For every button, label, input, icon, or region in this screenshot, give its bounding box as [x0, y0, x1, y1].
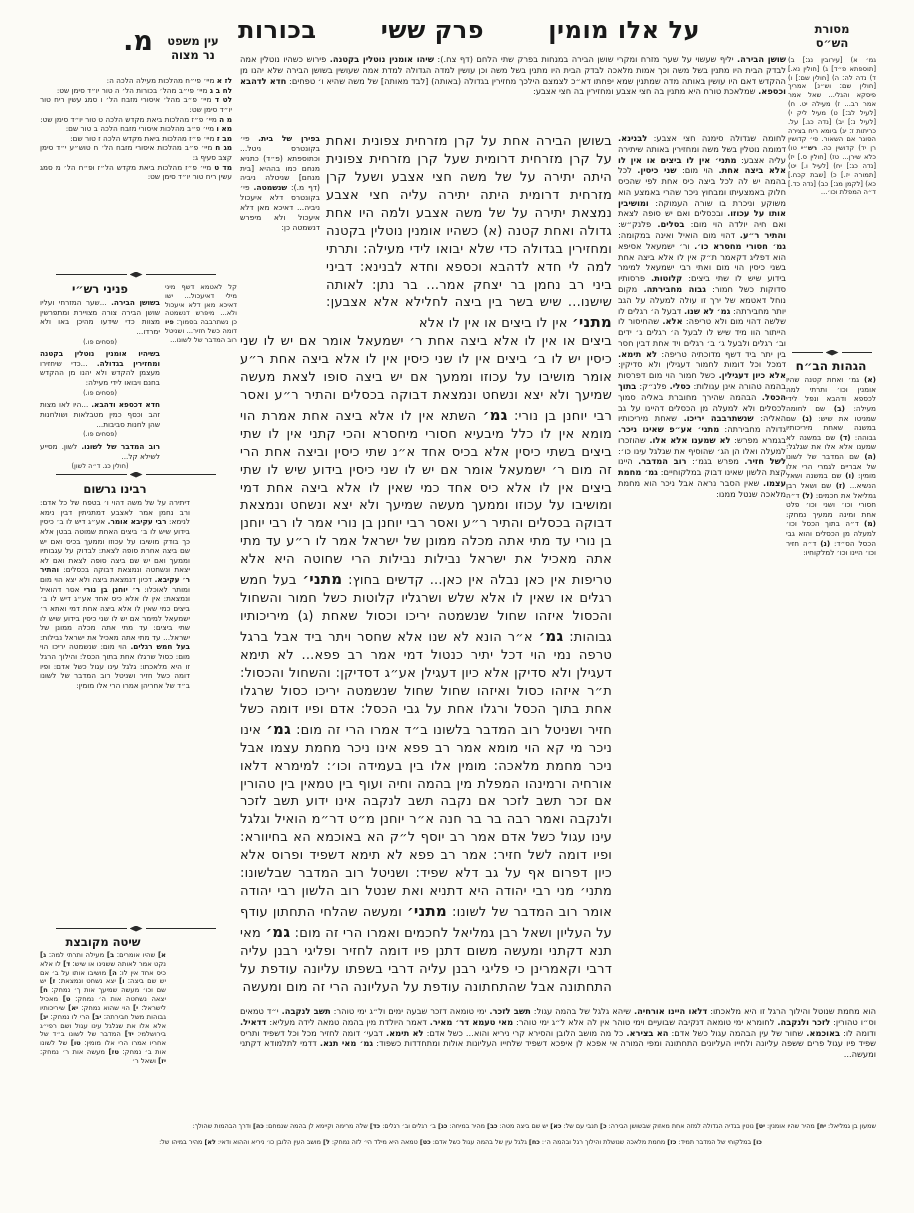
title-chapter-number: פרק ששי — [380, 16, 485, 44]
tosafot-left-strip: בפירן של בית. פי׳ בקונטרס ניטל... וכתוספתא (פ״ד) כתניא מנחם כמו בההיא [בית מנחם] שניטלה ניביה (דף מ.): שנשמטה. פי׳ בקונטרס דלא איעכול ניביה... דאיכא מאן דלא איעכול ולא מיפרש דנשמטה כן: — [240, 134, 320, 232]
masoret-hashas-body: גמ׳ א) [עירובין נג:] ב) [תוספתא פ״ד] ג) [חולין נא.] ד) נדה לה: ה) [חולין שם:] ו) [חולין שם: וש״נ] אמריך פיסקא והגלי... שאל אמר אמר רב... ז) מעילה יט. ח) [לעיל לב:] ט) מעיל ליק י) [לעיל נ:] יב) [נדה כג.] על. כריתות ז: יג) ביומא ריח בצירה הסוגר אם השאור. פי׳ קדושין רן יד) קדושין כה. רש״י טו) כלא שירן... טז) [חולין ס.] יז) [נדה כג:] יח) [לעיל ו.] יט) [תמורה יז.] כ) [שבת קכח.] כא) [לקמן מג:] כב) [נדה כד.] ד״ה המפלת וכו׳... — [788, 56, 876, 197]
section-divider — [56, 924, 216, 933]
title-tractate: בכורות — [238, 16, 317, 44]
section-divider — [56, 470, 216, 479]
ein-mishpat-title — [150, 34, 236, 63]
gemara-column-top: בשושן הבירה אחת על קרן מזרחית צפונית ואחת על קרן מזרחית דרומית שעל קרן מזרחית צפונית היתה יתירה על של משה חצי אצבע ושעל קרן מזרחית דרומית היתה יתירה עליה חצי אצבע נמצאת יתירה על של משה אצבע ולמה היו אחת גדולה ואחת קטנה (א) כשהיו אומנין נוטלין בקטנה ומחזירין בגדולה כדי שלא יבואו לידי מעילה: ותרתי למה לי חדא לדהבא וכספא וחדא לבנינא: דביני ביני רב נחמן בר יצחק אמר... בר נתן: לאותה שישנו... שיש בשר בין ביצה לחלילא אלא אצבען: מתני׳ אין לו ביצים או אין לו אלא — [326, 134, 612, 332]
rashi-bottom-block: הוא מחמת שנוטל והילוך הרגל זו היא מלאכתו: דלאו היינו אורחיה. שיהא גלגל של בהמה עגול: תשב לזכר. ימי טומאה דזכר שבעה ימים ול״ג ימי טוהר: תשב לנקבה. י״ד טמאים וס״ו טהורין: לזכר ולנקבה. לחומרא ימי טומאה דנקיבה שבועיים וימי טוהר אין לה אלא ל״ג ימי טוהר: מאי טעמא דר׳ מאיר. דאמר היולדת מין בהמה טמאה לידה מעליא: דדאיל. ודומה לו: באוכמא. שחור של עין הבהמה עגול כשל אדם: הא בצירא. כל מה מושב הלובן והסירא קרי ניריא והוא... כשל אדם: לא תימא. דבעי׳ דומה לחזיר מכל וכל דשפיד ותריס שפיד פיו עגול פרים ששפה עליונה ולחייו העליונים התחתונה ומפי המורה אי אפכא לן איפכא דשפיד שלחייו העליונות אולות ומתחדדות כשפוד: גמ׳ מאי תנא. דדמי לתלמודא דקתני ומעשה... — [240, 1006, 877, 1060]
ein-title-line2: נר מצוה — [171, 48, 215, 63]
section-divider — [56, 270, 216, 279]
masoret-title-line1: מסורת — [814, 22, 850, 36]
hagahot-habach-section — [786, 358, 876, 868]
masoret-hashas-title — [786, 22, 878, 51]
ein-mishpat-entries: לז א מיי׳ פי״ח מהלכות מעילה הלכה ה: לח ב ג מיי׳ פי״ב מהל׳ בכורות הל׳ ה טור יו״ד סימן שט: לט ד מיי׳ פ״ב מהל׳ איסורי מזבח הל׳ ו סמג עשין ריח טור יו״ד סימן שט: מ ה מיי׳ פ״ז מהלכות ביאת מקדש הלכה ט טור יו״ד סימן שט: מא ו מיי׳ פ״ב מהלכות איסורי מזבח הלכה ב טור שם: מב ז מיי׳ פ״ז מהלכות ביאת מקדש הלכה ז טור שם: מג ח מיי׳ פ״ב מהלכות איסורי מזבח הל׳ ח טוש״ע י״ד סימן קצב סעיף ג: מד ט מיי׳ פ״ז מהלכות ביאת מקדש הל״ז ופ״ח הל׳ מ סמג עשין ריח טור יו״ד סימן שט: — [40, 76, 233, 182]
shita-mekubetzet-heading: שיטה מקובצת — [65, 935, 141, 949]
tosafot-top-block: שושן הבירה. יליף שעשוי על שער מזרח ומקרי שושן הבירה במנחות בפרק שתי הלחם (דף צח.): שיהו אומנין נוטלין בקטנה. פירוש כשהיו נוטלין אמה לבדק הבית היו מתנין בשל משה וכך אמות מלאכה לבדק הבית היו מתנין בשל משה וכן עושין למדה הגדולה למדת אמה שעושין בשושן הבירה שלא יהנו מן ההקדש דאם היו עושין באותה מדה שמתנין שמא יפחתו דא״כ לצמצם הילכך מחזירין בגדולה (באותה) [לבד מאותה] של משה שהיא ו׳ טפחים: חדא לדהבא וכספא. שמלאכת טורח היא מתנין בה חצי אצבע ומחזירין בה חצי אצבע: — [240, 54, 787, 97]
page-title — [238, 16, 700, 54]
pninei-rashi-entries: בשושן הבירה. ...שער המזרחי ועליו שושן הבירה צורה מצויירת ומתפרשין מצוות כדי שידעו מהיכן באו ולא ימרדו... (פסחים פו.) בשיהיו אומנין נוטלין בקטנה ומחזירין בגדולה. ...כדי שיחזירו מעצמן להקדש ולא יהנו מן ההקדש בחנם ויבואו לידי מעילה: (פסחים פו.) חדא דכספא ודהבא. ...היו לאו מצות זהב וכסף כמין מטבלאות ושולחנות שהן לחנות סביבות... (פסחים פו.) רוב המדבר של לשונו. לשון. מסייע לשילא קל... (חולין כג. ד״ה לשון) — [40, 298, 160, 471]
shita-mekubetzet-section — [40, 934, 166, 1118]
shita-mekubetzet-text: א] שהיו אומרים: ב] מעילה ותרתי למה: ג] נקט אמר לאותה ששנינו או שיש: ד] לו אלא כיס אחד אין לו: ה] מושיבו אותו על ב׳ אם יש שם ביצה: ו] יצא נשחט ונמצאת: ז] יש שם וכו׳ מעשה שמיעך אות ך׳ נמחק: ח] יצאה נשחטה אות ה׳ נמחק: ט] מאכיל לישראל: י] הוי שהוא נמחק: יא] שיריכותיו גבוהות משל חבירתה: יב] הרי לו נמחק: יג] אלא אלו את שגלגל עינו עגול ושם רפי״ג בירושלמי: יד] המדבר של לשונו ב״ד של אחריו אמרו הרי אלו מומין: טו] של לשונו אות ב׳ נמחק: טז] מעשה אות ר׳ נמחק: יז] ושאל ר׳ — [40, 951, 167, 1065]
gemara-column-main: ביצים או אין לו אלא ביצה אחת ר׳ ישמעאל אומר אם יש לו שני כיסין יש לו ב׳ ביצים אין לו שני כיסין אין לו אלא ביצה אחת ר״ע אומר מושיבו על עכוזו וממעך אם יש ביצה סופו לצאת מעשה שמיעך ולא יצא ונשחט ונמצאת דבוקה בכסלים והתיר ר״ע ואסר רבי יוחנן בן נורי: גמ׳ השתא אין לו אלא ביצה אחת אמרת הוי מומא אין לו כלל מיבעיא חסורי מיחסרא והכי קתני אין לו שתי ביצים בשתי כיסין אלא בכיס אחד א״נ שתי כיסין וביצה אחת הרי זה מום ר׳ ישמעאל אומר אם יש לו שני כיסין בידוע שיש לו שתי ביצים אין לו אלא כיס אחד כמי שאין לו אלא ביצה אחת דמי ומושיבו על עכוזו וממעך מעשה שמיעך ולא יצא ונשחט ונמצאת דבוקה בכסלים והתיר ר״ע ואסר רבי יוחנן בן נורי אמר לו רבי יוחנן בן נורי עד מתי אתה מכלה ממונן של ישראל אמר לו ר״ע עד מתי אתה מאכיל את ישראל נבילות נבילות הרי שחוטה היא אלא טריפות אין כאן נבלה אין כאן... קדשים בחוץ: מתני׳ בעל חמש רגלים או שאין לו אלא שלש ושרגליו קלוטות כשל חמור והשחול והכסול איזהו שחול שנשמטה יריכו וכסול שאחת (ג) מיריכותיו גבוהות: גמ׳ א״ר הונא לא שנו אלא שחסר ויתר ביד אבל ברגל טרפה נמי הוי דכל יתיר כנטול דמי אמר רב פפא... לא תימא דעגילן ולא סדיקן אלא כיון דעגילן אע״ג דסדיקן: והשחול והכסול: ת״ר איזהו כסול ואיזהו שחול שחול שנשמטה יריכו כסול שרגלו אחת בתוך הכסל ורגלו אחת על גבי הכסל: אדם ופיו דומה כשל חזיר ושניטל רוב המדבר בלשונו ב״ד אמרו הרי זה מום: גמ׳ אינו ניכר מי קא הוי מומא אמר רב פפא אינו ניכר מחמת עצמו אבל ניכר מחמת מלאכה: מומין אלו בין בעמידה וכו׳: למימרא דלאו אורחיה ורמינהו המפלת מין בהמה וחיה ועוף בין טמאין בין טהורין אם זכר תשב לזכר אם נקבה תשב לנקבה אינו ידוע תשב לזכר ולנקבה ואמר רבה בר בר חנה א״ר יוחנן מ״ט דר״מ הואיל וגלגל עינו עגול כשל אדם אמר רב יוסף ל״ק הא באוכמא הא בחיוורא: ופיו דומה לשל חזיר: אמר רב פפא לא תימא דשפיד ופרוס אלא כיון דפרום אף על גב דלא שפיד: ושניטל רוב המדבר שבלשונו: מתני׳ מני רבי יהודה היא דתניא ואת שנטל רוב הלשון רבי יהודה אומר רוב המדבר של לשונו: מתני׳ ומעשה שהלחי התחתון עודף על העליון ושאל רבן גמליאל לחכמים ואמרו הרי זה מום: גמ׳ מאי תנא דקתני ומעשה משום דתנן פיו דומה לחזיר ופליגי רבנן עליה דרבי וקאמרינן כי פליגי רבנן עליה דרבי בשפתו עליונה עודפת על התחתונה אבל שהתחתונה עודפת על העליונה הרי זה מום ומעשה — [240, 334, 612, 995]
rashi-column: לחומה שגדולה סימנה חצי אצבע: לבנינא. דמומה נוטלין בשל משה ומחזירין באותה שיתירה עליה אצבע: מתני׳ אין לו ביצים או אין לו אלא ביצה אחת. הוי מום: שני כיסין. לכל בהמה יש לה לכל ביצה כיס אחת לפי שהכיס חלוק באמצעיתו ומבחוץ ניכר שהרי באמצע הוא משוקע וניכרת בו שורה העמוקה: ומושיבין אותו על עכוזו. ובכסלים ואם יש סופה לצאת ואם חיה יולדה הוי מום: בסלים. פלנק״ש: והתיר ר״ע. דהוי מום הואיל ואינה במקומה: גמ׳ חסורי מחסרא כו׳. ור׳ ישמעאל אסיפא הוא דפליג דקאמר ת״ק אין לו אלא ביצה אחת בשני כיסין הוי מום ואתי רבי ישמעאל למימר בידוע שיש לו שתי ביצים: קלוטות. פרסותיו סדוקות כשל חמור: גבוה מחבירתה. מקום נוחל דאטמא של ירך זו עולה למעלה על הגב יותר מחבירתה: גמ׳ לא שנו. דבעל ה׳ רגלים לו שלשה דהוי מום ולא טריפה: אלא. שהחיסור לו הייתור הוו מיד שיש לו לבעל ה׳ רגלים ג׳ ידים וב׳ רגלים ולבעל ג׳ ב׳ רגלים ויד אחת דבין חסר בין יתר ביד דשף מדוכתיה טריפה: לא תימא. דמכל וכל דומות לחמור דעגילין ולא סדיקין: אלא כיון דעגילין. כשל חמור הוי מום דפרסות בהמה טהורה אינן עגולות: כסלי. פלנ״ק: בתוך הכסל. הבהמה שהירך מחוברת באליה סמוך לכסלים ולא למעלה מן הכסלים דהיינו על גב האליה: שנשתרבבה יריכו. שאחת מיריכותיו גדולה מחבירתה: מתני׳ אע״פ שאינו ניכר. בגמרא מפרש: לא שמענו אלא אלו. שהוזכרו למעלה ואלו הן הג׳ שהוסיף את שגלגל עינו כו׳: לשל חזיר. מפרש בגמ׳: רוב המדבר. היינו קצת הלשון שאינו דבוק במלקוחיים: גמ׳ מחמת עצמו. שאין הסבר נראה אבל ניכר הוא מחמת מלאכה שנטל ממנו: — [618, 133, 787, 499]
rabbeinu-gershom-heading: רבינו גרשום — [83, 482, 147, 496]
hagahot-habach-heading: הגהות הב״ח — [795, 359, 867, 373]
footnotes-line1: שמעון בן גמליאל: יח] מהיר שהיו אומנין: יט] נוטין בגדיה הגדולה למזה אחת מאזוק שבשושן הבירה: כ] תנבי עם של: כא] יש שם ביצה מטה: כב] מהיר במיחה: כג] ב׳ רגלים וב׳ רגלים: כד] שלה מרימה וקיימא לן בהמה שנמחם: כה] ודרך הבהמות שהולך: — [192, 1122, 876, 1130]
tosafot-continuation-strip: קל לאטמא דשף מיני מילי דאיעכול... ישו דאיכא מאן דלא איעכול ולא... מיפרש דנשמטה כן נשתרבבה בסמוך: פיו דומה כשל חזיר... ושניטל רוב המדבר של לשונו... — [165, 283, 237, 344]
section-divider — [792, 348, 872, 357]
hagahot-habach-text: (א) גמ׳ ואחת קטנה שהיו אומנין וכו׳ ותרתי למה לכספא ודהבא ונפל לידי מעילה: (ב) שם לחומה שמניטו את שיש: (ג) שם במשנה שאחת מיריכותיו גבוהה: (ד) שם במשנה לא שמענו אלא אלו את שגלגל: (ה) שם המדבר של לשונו של אבריים לגמרי הרי אלו מומין: (ו) שם במשנה ושאל הנשיא... (ז) שם ושאל רבן גמליאל את חכמים: (ל) ד״ה חסורי וכו׳ ושני וכו׳ פלט אחת ומינה ממעיך נמחק: (מ) ד״ה בתוך הכסל וכו׳ למעלה מן הכסלים והוא גבי הכסל הס״ד: (נ) ד״ה חזיר וכו׳ היינו וכו׳ למלקוחיו: — [786, 375, 877, 558]
daf-letter: מ. — [123, 26, 153, 57]
rabbeinu-gershom-text: דיתירה על של משה דהוי ו׳ בטפח של כל אדם: ורב נחמן אמר לאצבע דמתניתין דבין נימא לנימא: רבי עקיבא אומר. אע״ג דיש לו ב׳ כיסין בידוע שיש לו ב׳ ביצים האחת שמוטה בבטן אלא כך בודק מושיבו על עכוזו וממעך בכיס ואם יש שם ביצה אחרת סופה לצאת: לבדוק על עגבותיו וממעך ואם יש שם ביצה סופה לצאת ואם לא יצאת ונשחטה ונמצאת דבוקה בכסלים: והתיר ר׳ עקיבא. דכיון דנמצאת ביצה ולא יצא הוי מום ומותר לאוכלו: ר׳ יוחנן בן נורי אסר דהואיל ונמצאת: אין לו אלא כיס אחד אע״ג דיש לו ב׳ ביצים כמי שאין לו אלא ביצה אחת דמי ואתא ר׳ ישמעאל למימר אם יש לו שני כיסין בידוע שיש לו שתי ביצים: עד מתי אתה מכלה ממונן של ישראל... עד מתי אתה מאכיל את ישראל נבילות: בעל חמש רגלים. הוי מום: שנשמטה יריכו הוי מום: כסול שרגלו אחת בתוך הכסל: והילוך הרגל זו היא מלאכתו: גלגל עינו עגול כשל אדם: ופיו דומה כשל חזיר ושניטל רוב המדבר של לשונו ב״ד של אחריהן אמרו הרי אלו מומין: — [40, 498, 191, 690]
rabbeinu-gershom-section — [40, 481, 190, 919]
pninei-rashi-heading: פניני רש״י — [72, 282, 128, 296]
title-chapter-name: על אלו מומין — [548, 16, 700, 44]
pninei-rashi-section — [40, 281, 160, 471]
footnotes-line2: כו] במלקוחי של המדבר תמיד: כז] מחמת מלאכה שנושלת והילוך רגל ובהמה ה׳: כח] גלגל עין של בהמה עגול כשל אדם: כט] טמאה היא מילד הי׳ לזה נמחק: ל] מושב העין הלובן כו׳ ניריא וההוא ודאי: לא] מהיר במיהו של: — [159, 1138, 762, 1146]
ein-title-line1: עין משפט — [167, 34, 219, 48]
masoret-title-line2: הש״ס — [815, 36, 849, 51]
